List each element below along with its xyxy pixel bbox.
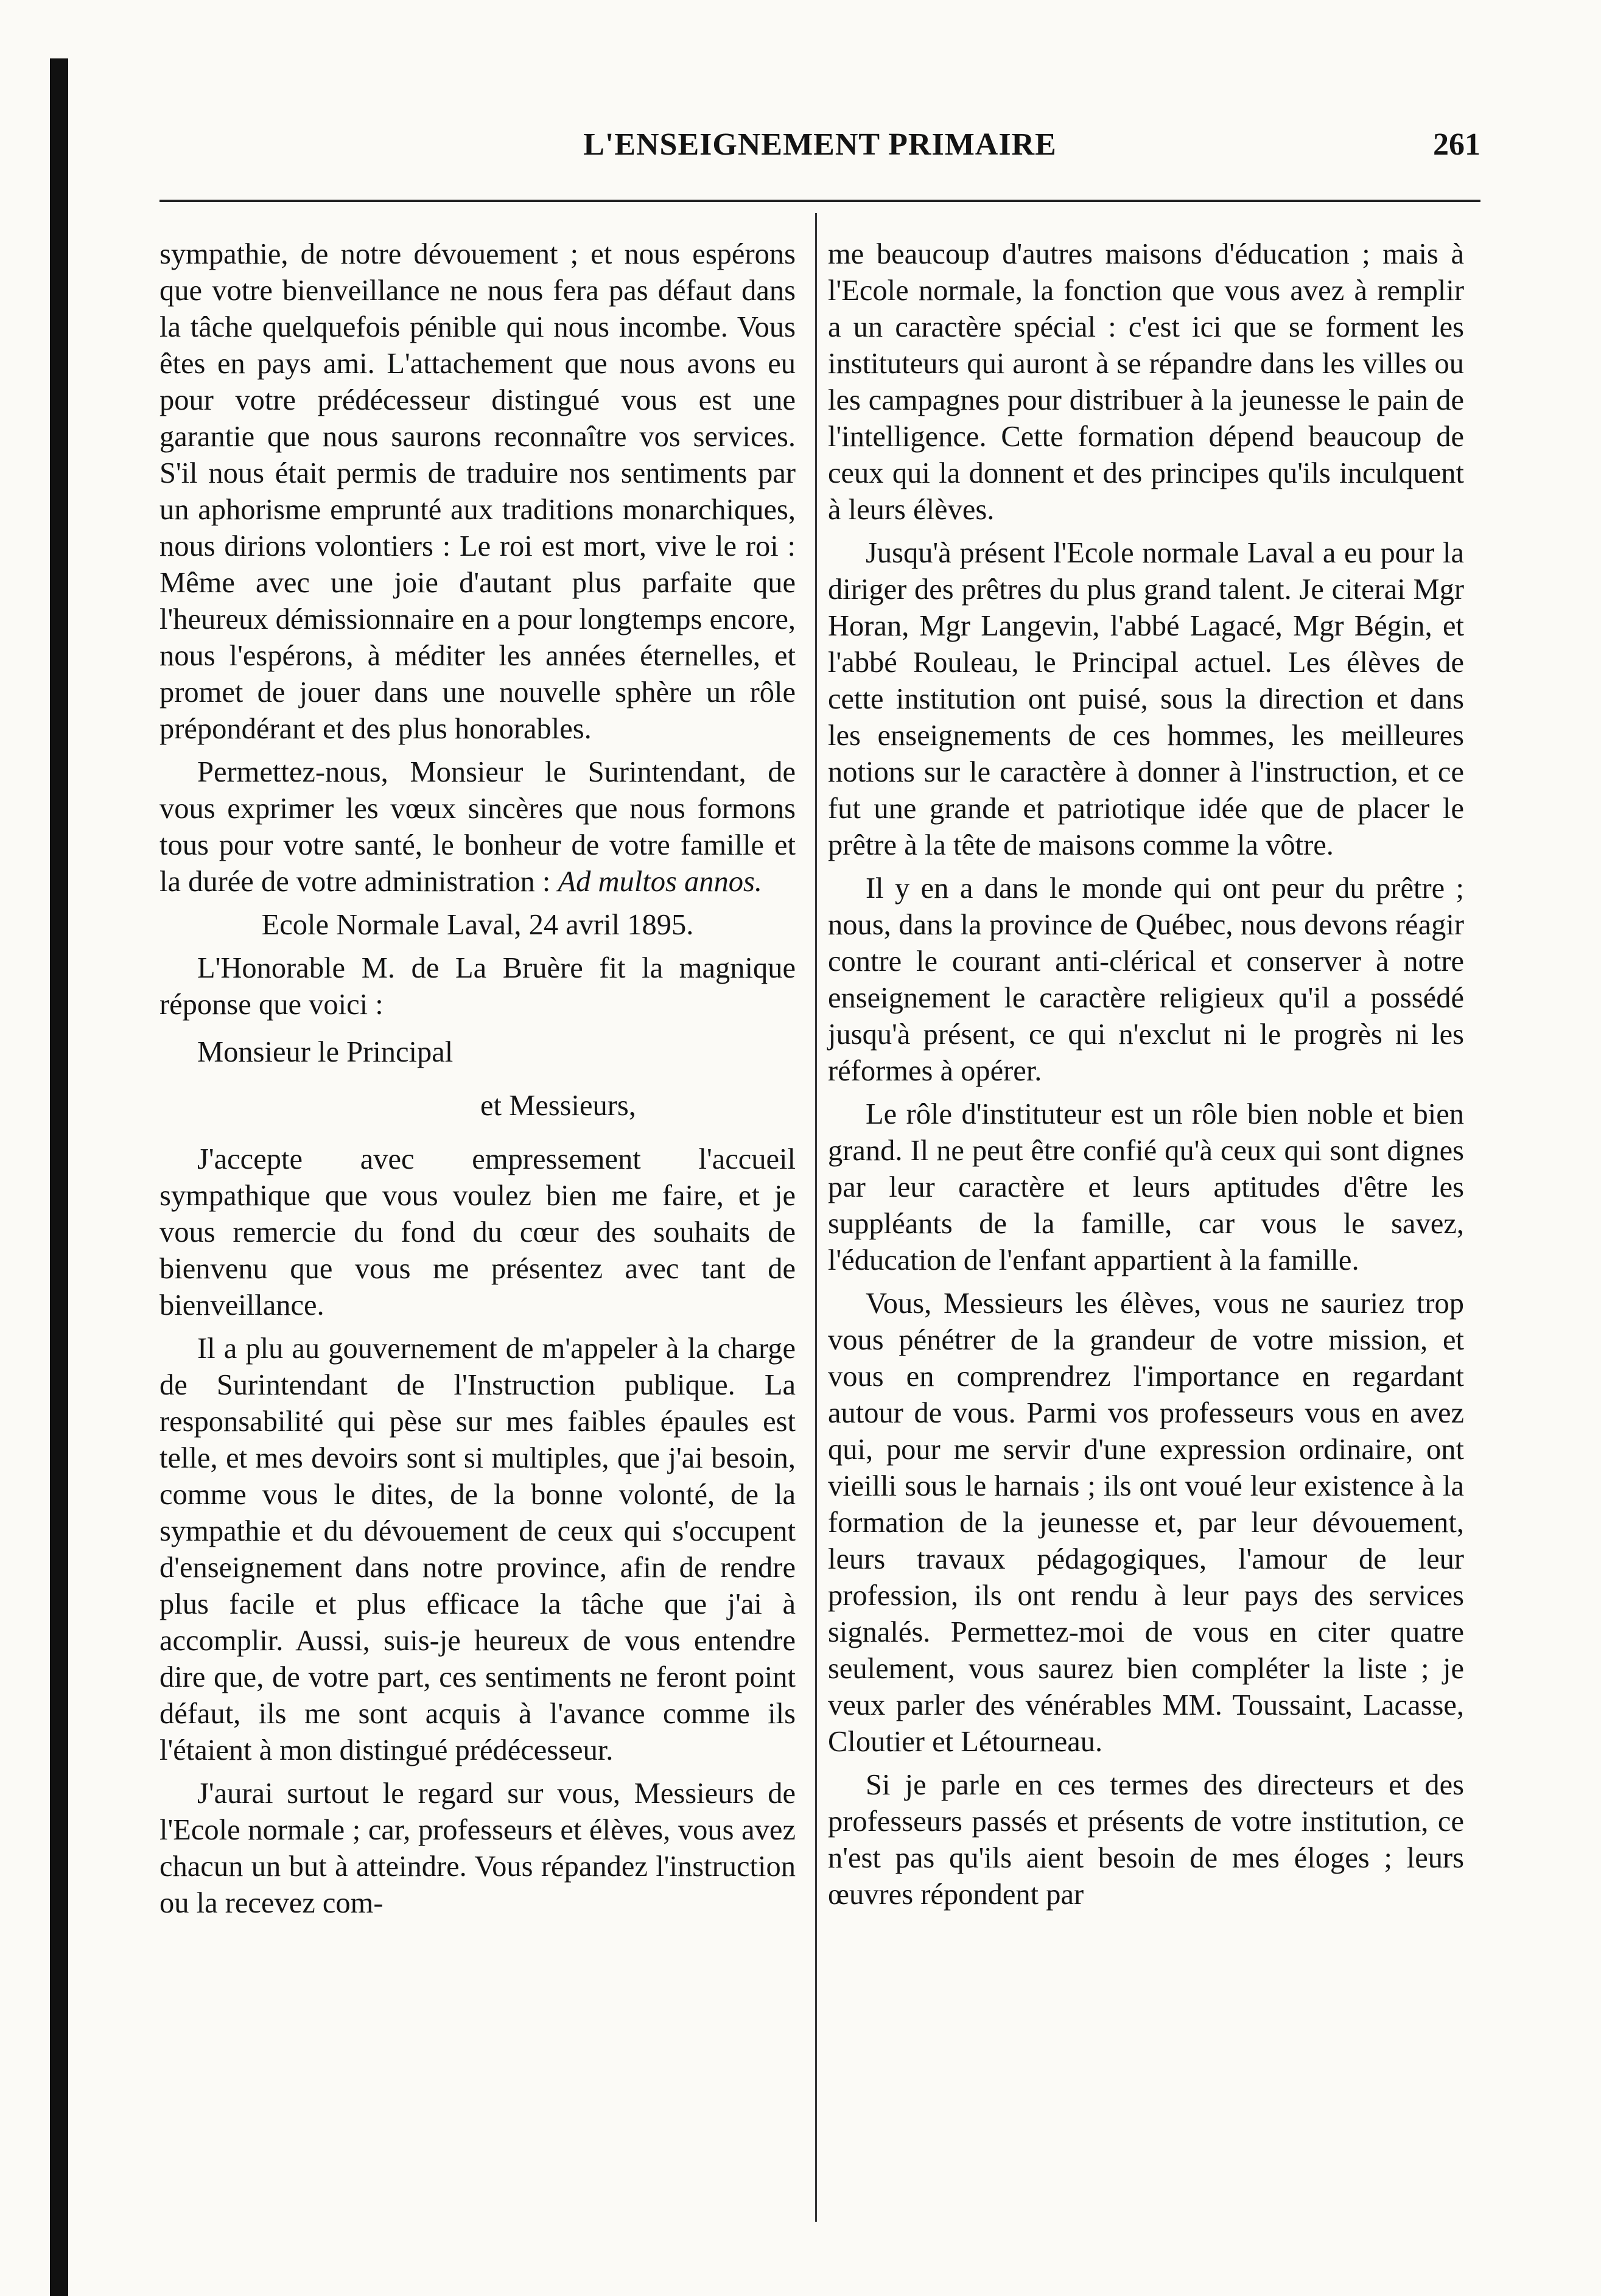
paragraph: me beaucoup d'autres maisons d'éducation ; mais à l'Ecole normale, la fonction que vous avez à remplir a un caractère spécial : c'est ici que se forment les instituteurs qui auront à se répandre dans les villes ou les campagnes pour distribuer à la jeunesse le pain de l'intelligence. Cette formation dépend beaucoup de ceux qui la donnent et des principes qu'ils inculquent à leurs élèves. xyxy=(828,238,1464,526)
left-column xyxy=(159,236,796,1928)
header-rule xyxy=(159,200,1480,202)
right-column xyxy=(828,236,1464,1920)
place-date-line: Ecole Normale Laval, 24 avril 1895. xyxy=(261,909,694,941)
latin-phrase: Ad multos annos. xyxy=(558,866,763,898)
paragraph-text: Permettez-nous, Monsieur le Surintendant, de vous exprimer les vœux sincères que nous formons tous pour votre santé, le bonheur de votre famille et la durée de votre administration : xyxy=(159,756,796,898)
paragraph: Jusqu'à présent l'Ecole normale Laval a eu pour la diriger des prêtres du plus grand talent. Je citerai Mgr Horan, Mgr Langevin, l'abbé Lagacé, Mgr Bégin, et l'abbé Rouleau, le Principal actuel. Les élèves de cette institution ont puisé, sous la direction et dans les enseignements de ces hommes, les meilleures notions sur le caractère à donner à l'instruction, et ce fut une grande et patriotique idée que de placer le prêtre à la tête de maisons comme la vôtre. xyxy=(828,537,1464,861)
page-number: 261 xyxy=(1433,127,1480,162)
paragraph: Vous, Messieurs les élèves, vous ne sauriez trop vous pénétrer de la grandeur de votre mission, et vous en comprendrez l'importance en regardant autour de vous. Parmi vos professeurs vous en avez qui, pour me servir d'une expression ordinaire, ont vieilli sous le harnais ; ils ont voué leur existence à la formation de la jeunesse et, par leur dévouement, leurs travaux pédagogiques, l'amour de leur profession, ils ont rendu à leur pays des services signalés. Permettez-moi de vous en citer quatre seulement, vous saurez bien compléter la liste ; je veux parler des vénérables MM. Toussaint, Lacasse, Cloutier et Létourneau. xyxy=(828,1287,1464,1758)
paragraph: J'aurai surtout le regard sur vous, Messieurs de l'Ecole normale ; car, professeurs et élèves, vous avez chacun un but à atteindre. Vous répandez l'instruction ou la recevez com- xyxy=(159,1777,796,1919)
paragraph xyxy=(159,754,796,900)
page-header xyxy=(159,127,1480,175)
salutation-line-1: Monsieur le Principal xyxy=(197,1036,454,1068)
paragraph: Il y en a dans le monde qui ont peur du prêtre ; nous, dans la province de Québec, nous devons réagir contre le courant anti-clérical et conserver à notre enseignement le caractère religieux qu'il a possédé jusqu'à présent, ce qui n'exclut ni le progrès ni les réformes à opérer. xyxy=(828,872,1464,1087)
column-divider xyxy=(815,213,817,2222)
paragraph: Il a plu au gouvernement de m'appeler à la charge de Surintendant de l'Instruction publique. La responsabilité qui pèse sur mes faibles épaules est telle, et mes devoirs sont si multiples, que j'ai besoin, comme vous le dites, de la bonne volonté, de la sympathie et du dévouement de ceux qui s'occupent d'enseignement dans notre province, afin de rendre plus facile et plus efficace la tâche que j'ai à accomplir. Aussi, suis-je heureux de vous entendre dire que, de votre part, ces sentiments ne feront point défaut, ils me sont acquis à l'avance comme ils l'étaient à mon distingué prédécesseur. xyxy=(159,1332,796,1766)
paragraph: J'accepte avec empressement l'accueil sympathique que vous voulez bien me faire, et je vous remercie du fond du cœur des souhaits de bienvenu que vous me présentez avec tant de bienveillance. xyxy=(159,1143,796,1321)
running-title: L'ENSEIGNEMENT PRIMAIRE xyxy=(583,127,1057,162)
page-binding-edge xyxy=(50,58,68,2296)
salutation-line-2: et Messieurs, xyxy=(480,1090,636,1122)
paragraph: L'Honorable M. de La Bruère fit la magnique réponse que voici : xyxy=(159,952,796,1021)
paragraph: sympathie, de notre dévouement ; et nous espérons que votre bienveillance ne nous fera pas défaut dans la tâche quelquefois pénible qui nous incombe. Vous êtes en pays ami. L'attachement que nous avons eu pour votre prédécesseur distingué vous est une garantie que nous saurons reconnaître vos services. S'il nous était permis de traduire nos sentiments par un aphorisme emprunté aux traditions monarchiques, nous dirions volontiers : Le roi est mort, vive le roi : Même avec une joie d'autant plus parfaite que l'heureux démissionnaire en a pour longtemps encore, nous l'espérons, à méditer les années éternelles, et promet de jouer dans une nouvelle sphère un rôle prépondérant et des plus honorables. xyxy=(159,238,796,745)
paragraph: Le rôle d'instituteur est un rôle bien noble et bien grand. Il ne peut être confié qu'à ceux qui sont dignes par leur caractère et leurs aptitudes d'être les suppléants de la famille, car vous le savez, l'éducation de l'enfant appartient à la famille. xyxy=(828,1098,1464,1276)
paragraph: Si je parle en ces termes des directeurs et des professeurs passés et présents de votre institution, ce n'est pas qu'ils aient besoin de mes éloges ; leurs œuvres répondent par xyxy=(828,1769,1464,1911)
